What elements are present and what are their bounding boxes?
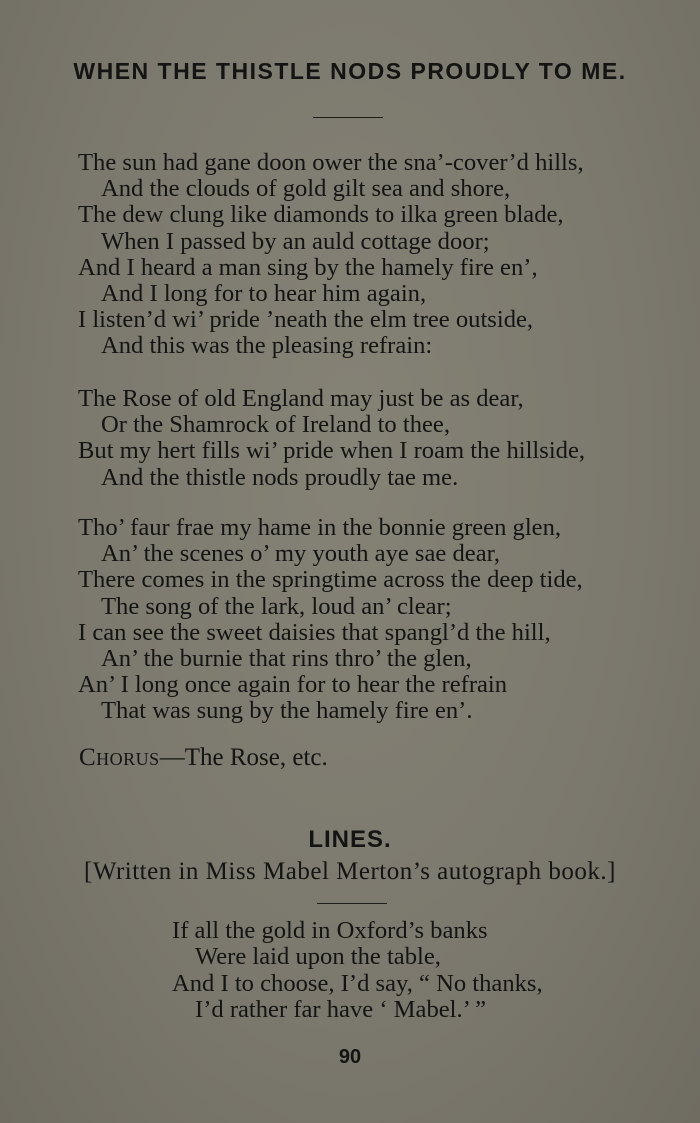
verse-line: If all the gold in Oxford’s banks: [172, 917, 488, 944]
chorus-text: —The Rose, etc.: [159, 744, 328, 771]
verse-line: Were laid upon the table,: [195, 943, 441, 971]
verse-line: I’d rather far have ‘ Mabel.’ ”: [195, 995, 487, 1023]
lines-heading: LINES.: [308, 826, 392, 853]
verse-line: And the clouds of gold gilt sea and shore,: [101, 175, 511, 203]
verse-line: An’ the scenes o’ my youth aye sae dear,: [101, 540, 500, 568]
lines-subtitle: [Written in Miss Mabel Merton’s autograph book.]: [84, 858, 616, 885]
stanza-2-chorus: [78, 386, 585, 491]
verse-line: That was sung by the hamely fire en’.: [101, 697, 473, 725]
verse-line: And I long for to hear him again,: [101, 280, 427, 308]
verse-line: Or the Shamrock of Ireland to thee,: [101, 411, 450, 439]
stanza-3: [78, 515, 583, 725]
verse-line: When I passed by an auld cottage door;: [101, 227, 490, 255]
lines-verse: [172, 918, 543, 1023]
verse-line: But my hert fills wi’ pride when I roam the hillside,: [78, 437, 586, 465]
stanza-1: [78, 150, 584, 360]
verse-line: An’ I long once again for to hear the refrain: [78, 671, 508, 699]
verse-line: An’ the burnie that rins thro’ the glen,: [101, 645, 472, 673]
verse-line: There comes in the springtime across the deep tide,: [78, 566, 583, 594]
verse-line: The sun had gane doon ower the sna’-cover’d hills,: [78, 149, 584, 176]
chorus-note: [79, 744, 328, 772]
verse-line: Tho’ faur frae my hame in the bonnie green glen,: [78, 514, 562, 541]
chorus-label: Chorus: [79, 744, 160, 771]
verse-line: The song of the lark, loud an’ clear;: [101, 592, 452, 620]
title-rule: [313, 117, 383, 118]
verse-line: I can see the sweet daisies that spangl’d the hill,: [78, 618, 551, 646]
verse-line: The Rose of old England may just be as dear,: [78, 385, 524, 412]
verse-line: And the thistle nods proudly tae me.: [101, 463, 459, 491]
page-number: 90: [338, 1046, 362, 1068]
poem-title: WHEN THE THISTLE NODS PROUDLY TO ME.: [73, 58, 627, 84]
verse-line: The dew clung like diamonds to ilka green blade,: [78, 201, 564, 229]
verse-line: I listen’d wi’ pride ’neath the elm tree outside,: [78, 306, 534, 334]
verse-line: And I to choose, I’d say, “ No thanks,: [172, 969, 543, 997]
lines-rule: [317, 903, 387, 904]
verse-line: And this was the pleasing refrain:: [101, 332, 433, 360]
verse-line: And I heard a man sing by the hamely fire en’,: [78, 253, 538, 281]
